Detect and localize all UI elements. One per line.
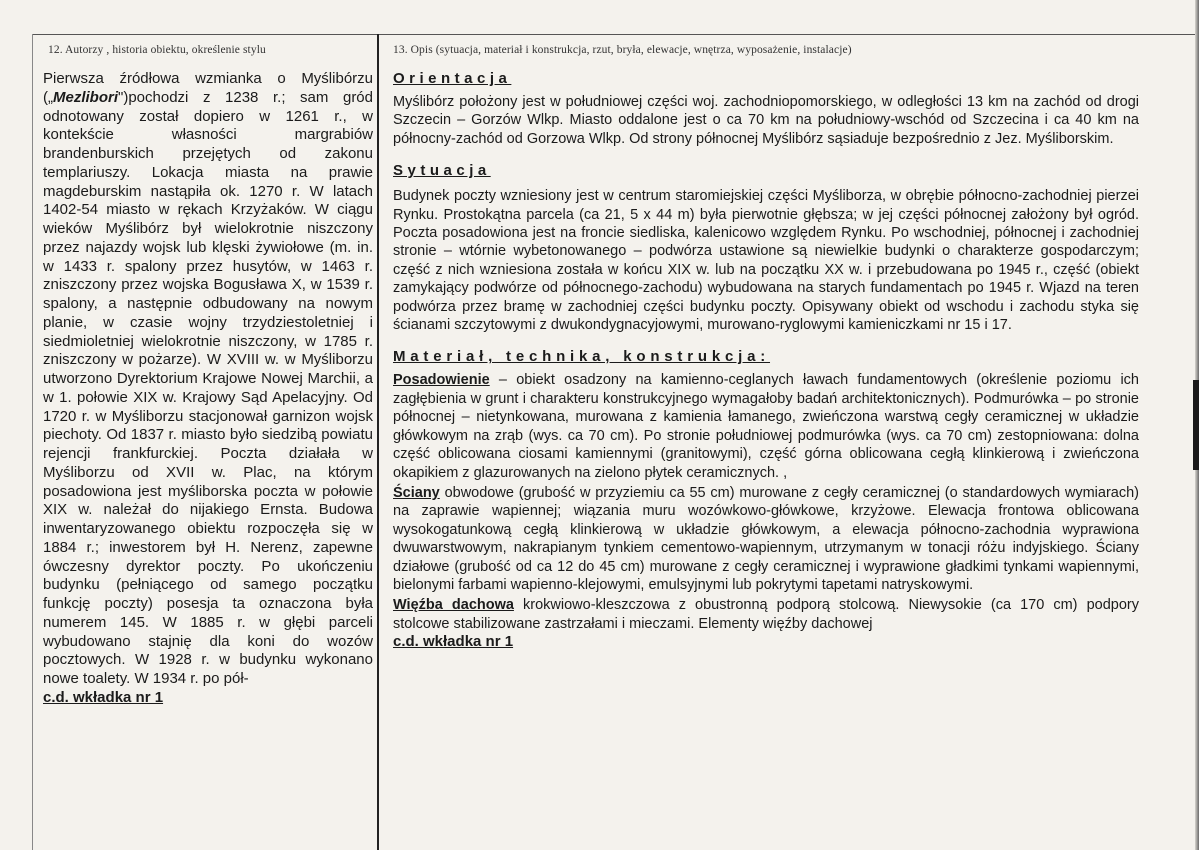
frame-left-rule — [32, 34, 33, 850]
history-text — [43, 70, 373, 689]
orientacja-text: Myślibórz położony jest w południowej części woj. zachodniopomorskiego, w odległości 13 km na zachód od drogi Szczecin – Gorzów Wlkp. Miasto oddalone jest o ca 70 km na południowy-wschód od Szczecina i ca 40 km na północny-zachód od Gorzowa Wlkp. Od strony północnej Myślibórz sąsiaduje bezpośrednio z Jez. Myśliborskim. — [393, 94, 1139, 147]
sytuacja-text: Budynek poczty wzniesiony jest w centrum staromiejskiej części Myśliborza, w obrębie północno-zachodniej pierzei Rynku. Prostokątna parcela (ca 21, 5 x 44 m) była pierwotnie głębsza; w jej części północnej założony był ogród. Poczta posadowiona jest na froncie siedliska, kalenicowo względem Rynku. Po wschodniej, północnej i zachodniej stronie – wtórnie wybetonowanego – podwórza ustawione są niewielkie budynki o charakterze gospodarczym; część z nich wzniesiona została w końcu XIX w. lub na początku XX w. i przebudowana po 1945 r., część (obiekt zamykający podwórze od północnego-zachodu) wybudowana na starych fundamentach po 1945 r. Wjazd na teren podwórza przez bramę w zachodniej części budynku poczty. Opisywany obiekt od wschodu i zachodu styka się ścianami szczytowymi z dwukondygnacyjowymi, murowano-ryglowymi kamieniczkami nr 15 i 17. — [393, 188, 1139, 334]
posadowienie-paragraph — [393, 371, 1139, 481]
scan-edge-shadow — [1193, 380, 1199, 470]
orientacja-heading: Orientacja — [393, 70, 512, 87]
posadowienie-term: Posadowienie — [393, 372, 490, 389]
left-column — [43, 44, 373, 707]
frame-top-rule — [32, 34, 1199, 35]
sytuacja-heading: Sytuacja — [393, 162, 491, 180]
right-column — [393, 44, 1139, 651]
sciany-term: Ściany — [393, 484, 440, 501]
historic-name: Mezlibori — [53, 88, 119, 106]
wiezba-term: Więźba dachowa — [393, 597, 514, 614]
continued-note-left: c.d. wkładka nr 1 — [43, 688, 164, 706]
history-text-intro: Pierwsza źródłowa wzmianka o Myślibórzu („ — [43, 70, 373, 106]
section-13-header: 13. Opis (sytuacja, materiał i konstrukcja, rzut, bryła, elewacje, wnętrza, wyposażenie, instalacje) — [393, 44, 852, 56]
continued-note-right: c.d. wkładka nr 1 — [393, 633, 514, 651]
sciany-paragraph — [393, 484, 1139, 594]
column-divider — [377, 34, 379, 850]
material-heading: Materiał, technika, konstrukcja: — [393, 348, 771, 366]
sciany-text: obwodowe (grubość w przyziemiu ca 55 cm) murowane z cegły ceramicznej (o standardowych wymiarach) na zaprawie wapiennej; wiązania muru wozówkowo-główkowe, krzyżowe. Elewacja frontowa oblicowana wysokogatunkową cegłą klinkierową w układzie główkowym, a elewacja północno-zachodnia wyprawiona dwuwarstwowym, nakrapianym tynkiem cementowo-wapiennym, utrzymanym w tonacji różu indyjskiego. Ściany działowe (grubość od ca 12 do 45 cm) murowane z cegły ceramicznej i wyprawione gładkimi tynkami wapiennymi, bielonymi farbami wapienno-klejowymi, emulsyjnymi lub pokrytymi tapetami natryskowymi. — [393, 484, 1139, 593]
wiezba-text: krokwiowo-kleszczowa z obustronną podporą stolcową. Niewysokie (ca 170 cm) podpory stolcowe stabilizowane zastrzałami i mieczami. Elementy więźby dachowej — [393, 597, 1139, 632]
posadowienie-text: – obiekt osadzony na kamienno-ceglanych ławach fundamentowych (określenie poziomu ich zagłębienia w grunt i charakteru konstrukcyjnego wymagałoby badań architektonicznych). Podmurówka – po stronie północnej – nietynkowana, murowana z kamienia łamanego, zwieńczona warstwą cegły ceramicznej w układzie główkowym na zrąb (wys. ca 70 cm). Po stronie południowej podmurówka (wys. ca 70 cm) zestopniowana: dolna część oblicowana ciosami kamiennymi (granitowymi), część górna oblicowana cegłą klinkierową i zwieńczona okapikiem z glazurowanych na zielono płytek ceramicznych. , — [393, 372, 1139, 481]
history-text-body: ")pochodzi z 1238 r.; sam gród odnotowany został dopiero w 1261 r., w kontekście własności margrabiów brandenburskich przejętych od zakonu templariuszy. Lokacja miasta na prawie magdeburskim nastąpiła ok. 1270 r. W latach 1402-54 miasto w rękach Krzyżaków. W ciągu wieków Myślibórz był wielokrotnie niszczony przez najazdy wojsk lub klęski żywiołowe (m. in. w 1433 r. spalony przez husytów, w 1463 r. zniszczony przez wojska Bogusława X, w 1539 r. spalony, a następnie odbudowany na nowym planie, w czasie wojny trzydziestoletniej i siedmioletniej wielokrotnie niszczony, w 1785 r. zniszczony w pożarze). W XVIII w. w Myśliborzu utworzono Dyrektorium Krajowe Nowej Marchii, a w 1. połowie XIX w. Krajowy Sąd Apelacyjny. Od 1720 r. w Myśliborzu stacjonował garnizon wojsk piechoty. Od 1837 r. miasto było siedzibą powiatu rejencji frankfurckiej. Poczta działała w Myśliborzu od XVII w. Plac, na którym posadowiona jest myśliborska poczta w połowie XIX w. należał do nijakiego Ernsta. Budowa inwentaryzowanego obiektu rozpoczęła się w 1884 r.; inwestorem był H. Nerenz, zapewne ówczesny dyrektor poczty. Po ukończeniu budynku (pełniącego od samego początku funkcję poczty) posesja ta oznaczona była numerem 145. W 1885 r. w głębi parceli wybudowano stajnię dla koni do wozów pocztowych. W 1928 r. w budynku wykonano nowe toalety. W 1934 r. po pół- — [43, 88, 373, 687]
section-12-header: 12. Autorzy , historia obiektu, określenie stylu — [48, 44, 266, 56]
wiezba-paragraph — [393, 596, 1139, 633]
